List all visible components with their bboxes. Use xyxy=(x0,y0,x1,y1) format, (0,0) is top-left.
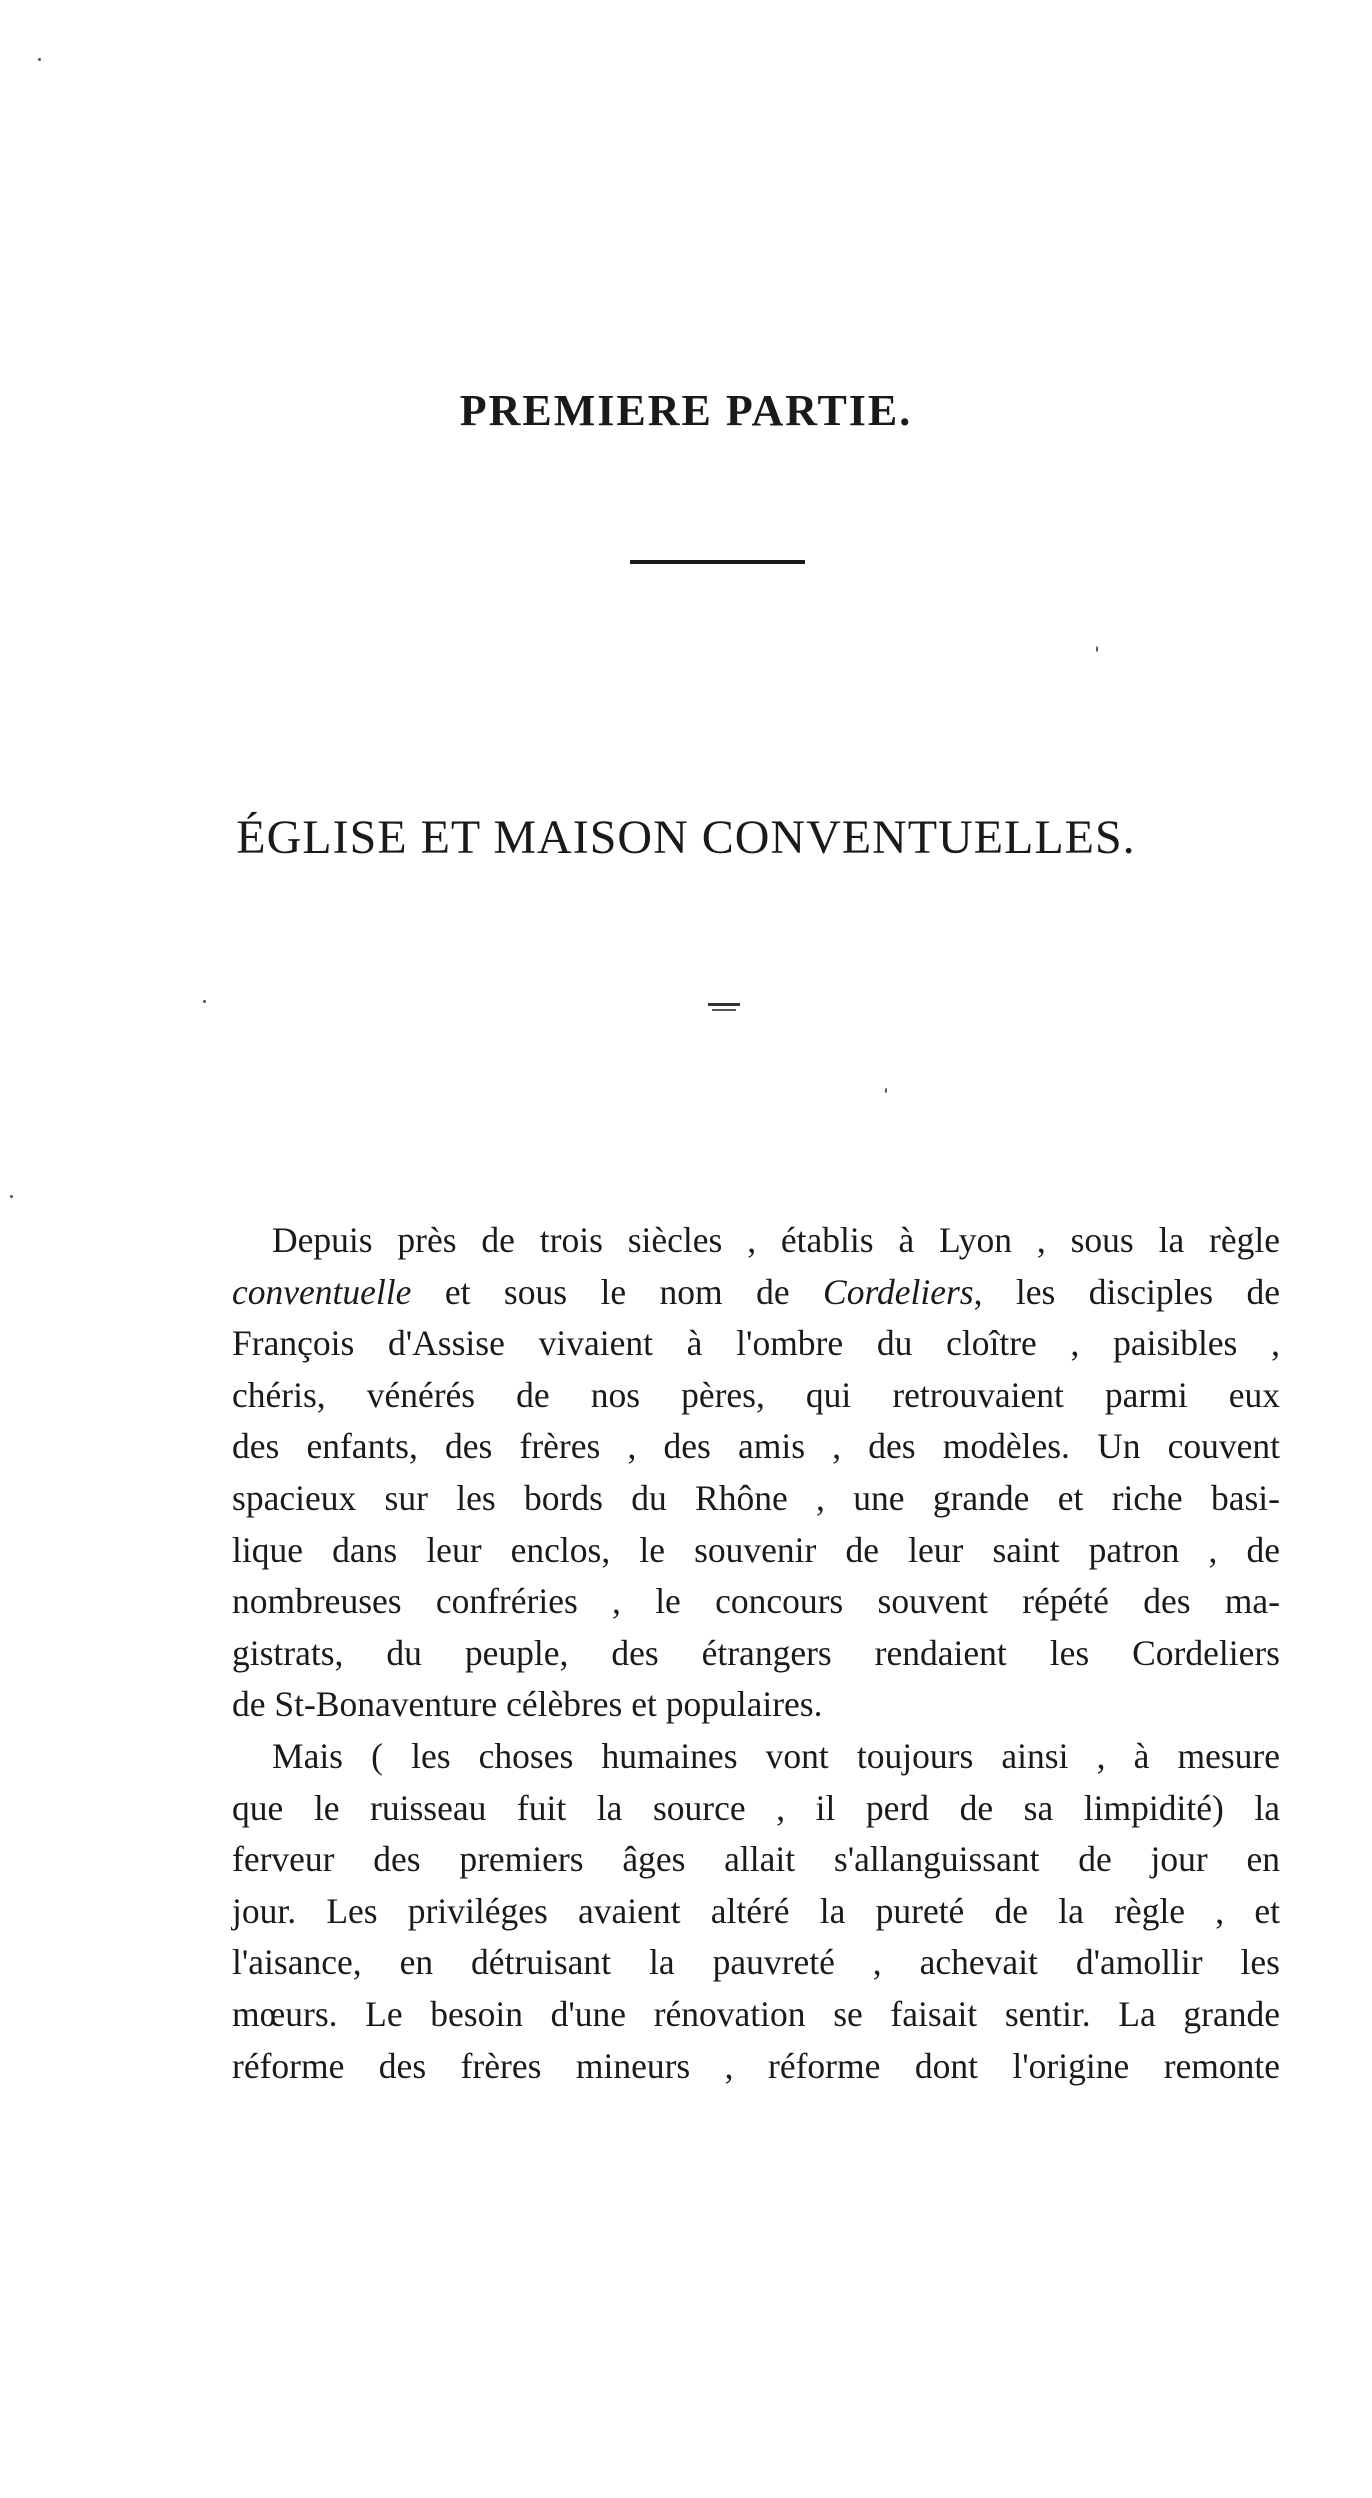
text-line: réforme des frères mineurs , réforme dont l'origine remonte xyxy=(232,2045,1280,2086)
text-line: ferveur des premiers âges allait s'allanguissant de jour en xyxy=(232,1839,1280,1880)
paragraph-1 xyxy=(192,1215,1280,1731)
paper-speck xyxy=(203,1000,206,1003)
text-line: Depuis près de trois siècles , établis à Lyon , sous la règle xyxy=(272,1220,1280,1260)
paper-speck xyxy=(10,1195,13,1198)
text-line: jour. Les priviléges avaient altéré la pureté de la règle , et xyxy=(232,1890,1280,1931)
text-line: l'aisance, en détruisant la pauvreté , achevait d'amollir les xyxy=(232,1942,1280,1983)
paragraph-2 xyxy=(192,1731,1280,2092)
text-line: conventuelle et sous le nom de Cordeliers, les disciples de xyxy=(232,1271,1280,1312)
italic-term: Cordeliers xyxy=(823,1271,974,1312)
section-title: ÉGLISE ET MAISON CONVENTUELLES. xyxy=(236,811,1136,864)
section-rule-lower xyxy=(712,1009,736,1011)
text-line: mœurs. Le besoin d'une rénovation se faisait sentir. La grande xyxy=(232,1993,1280,2034)
text-line: chéris, vénérés de nos pères, qui retrouvaient parmi eux xyxy=(232,1374,1280,1415)
title-rule xyxy=(630,560,805,564)
text-line: de St-Bonaventure célèbres et populaires. xyxy=(232,1684,823,1725)
paper-speck xyxy=(1096,646,1098,652)
text-line: spacieux sur les bords du Rhône , une grande et riche basi- xyxy=(232,1477,1280,1518)
text-line: gistrats, du peuple, des étrangers rendaient les Cordeliers xyxy=(232,1632,1280,1673)
paper-speck xyxy=(885,1088,887,1093)
text-line: lique dans leur enclos, le souvenir de leur saint patron , de xyxy=(232,1529,1280,1570)
text-line: des enfants, des frères , des amis , des modèles. Un couvent xyxy=(232,1426,1280,1467)
body-text xyxy=(192,1215,1280,2092)
section-rule xyxy=(708,1003,740,1006)
text-line: nombreuses confréries , le concours souvent répété des ma- xyxy=(232,1581,1280,1622)
part-title: PREMIERE PARTIE. xyxy=(459,386,913,435)
paper-speck xyxy=(38,58,41,61)
italic-term: conventuelle xyxy=(232,1271,412,1312)
text-line: que le ruisseau fuit la source , il perd de sa limpidité) la xyxy=(232,1787,1280,1828)
text-line: François d'Assise vivaient à l'ombre du cloître , paisibles , xyxy=(232,1323,1280,1364)
text-line: Mais ( les choses humaines vont toujours ainsi , à mesure xyxy=(272,1735,1280,1776)
